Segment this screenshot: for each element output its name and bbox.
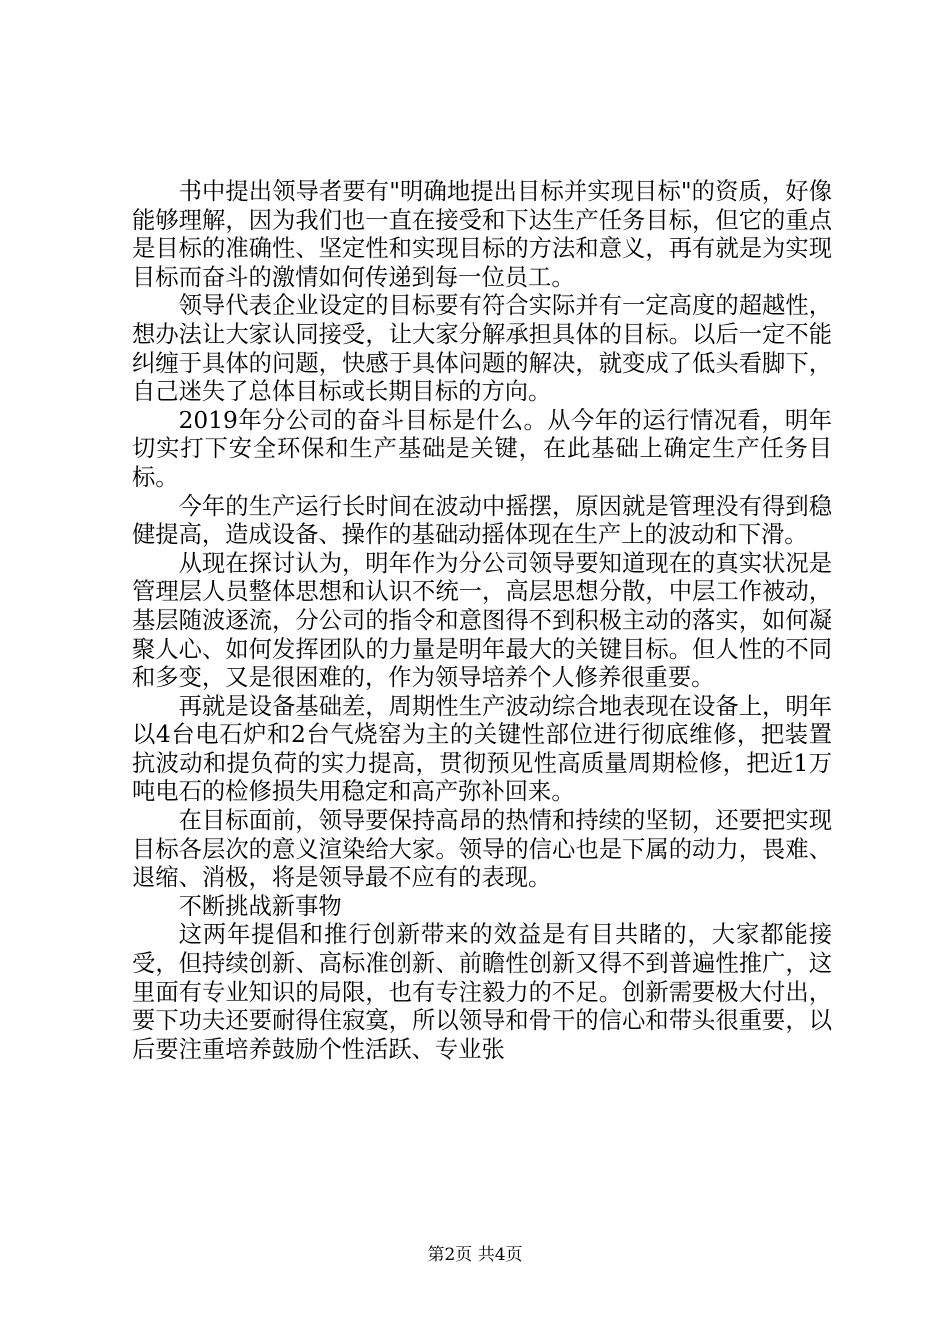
paragraph-goal-setting: 领导代表企业设定的目标要有符合实际并有一定高度的超越性，想办法让大家认同接受，让大家分解承担具体的目标。以后一定不能纠缠于具体的问题，快感于具体问题的解决，就变成了低头看脚下，自己迷失了总体目标或长期目标的方向。 [132,292,832,406]
paragraph-2019-goals: 2019年分公司的奋斗目标是什么。从今年的运行情况看，明年切实打下安全环保和生产基础是关键，在此基础上确定生产任务目标。 [132,406,832,491]
paragraph-equipment-maintenance: 再就是设备基础差，周期性生产波动综合地表现在设备上，明年以4台电石炉和2台气烧窑为主的关键性部位进行彻底维修，把装置抗波动和提负荷的实力提高，贯彻预见性高质量周期检修，把近1万吨电石的检修损失用稳定和高产弥补回来。 [132,692,832,806]
paragraph-leadership-goals: 书中提出领导者要有"明确地提出目标并实现目标"的资质，好像能够理解，因为我们也一直在接受和下达生产任务目标，但它的重点是目标的准确性、坚定性和实现目标的方法和意义，再有就是为实现目标而奋斗的激情如何传递到每一位员工。 [132,178,832,291]
section-heading-new-challenges: 不断挑战新事物 [178,892,342,920]
page-number-footer: 第2页 共4页 [427,1245,523,1265]
paragraph-production-fluctuation: 今年的生产运行长时间在波动中摇摆，原因就是管理没有得到稳健提高，造成设备、操作的基础动摇体现在生产上的波动和下滑。 [132,492,832,549]
paragraph-innovation: 这两年提倡和推行创新带来的效益是有目共睹的，大家都能接受，但持续创新、高标准创新、前瞻性创新又得不到普遍性推广，这里面有专业知识的局限，也有专注毅力的不足。创新需要极大付出，要下功夫还要耐得住寂寞，所以领导和骨干的信心和带头很重要，以后要注重培养鼓励个性活跃、专业张 [132,921,832,1063]
paragraph-leader-confidence: 在目标面前，领导要保持高昂的热情和持续的坚韧，还要把实现目标各层次的意义渲染给大家。领导的信心也是下属的动力，畏难、退缩、消极，将是领导最不应有的表现。 [132,807,832,892]
document-body [132,178,832,1064]
paragraph-management-status: 从现在探讨认为，明年作为分公司领导要知道现在的真实状况是管理层人员整体思想和认识不统一，高层思想分散，中层工作被动，基层随波逐流，分公司的指令和意图得不到积极主动的落实，如何凝聚人心、如何发挥团队的力量是明年最大的关键目标。但人性的不同和多变，又是很困难的，作为领导培养个人修养很重要。 [132,549,832,692]
